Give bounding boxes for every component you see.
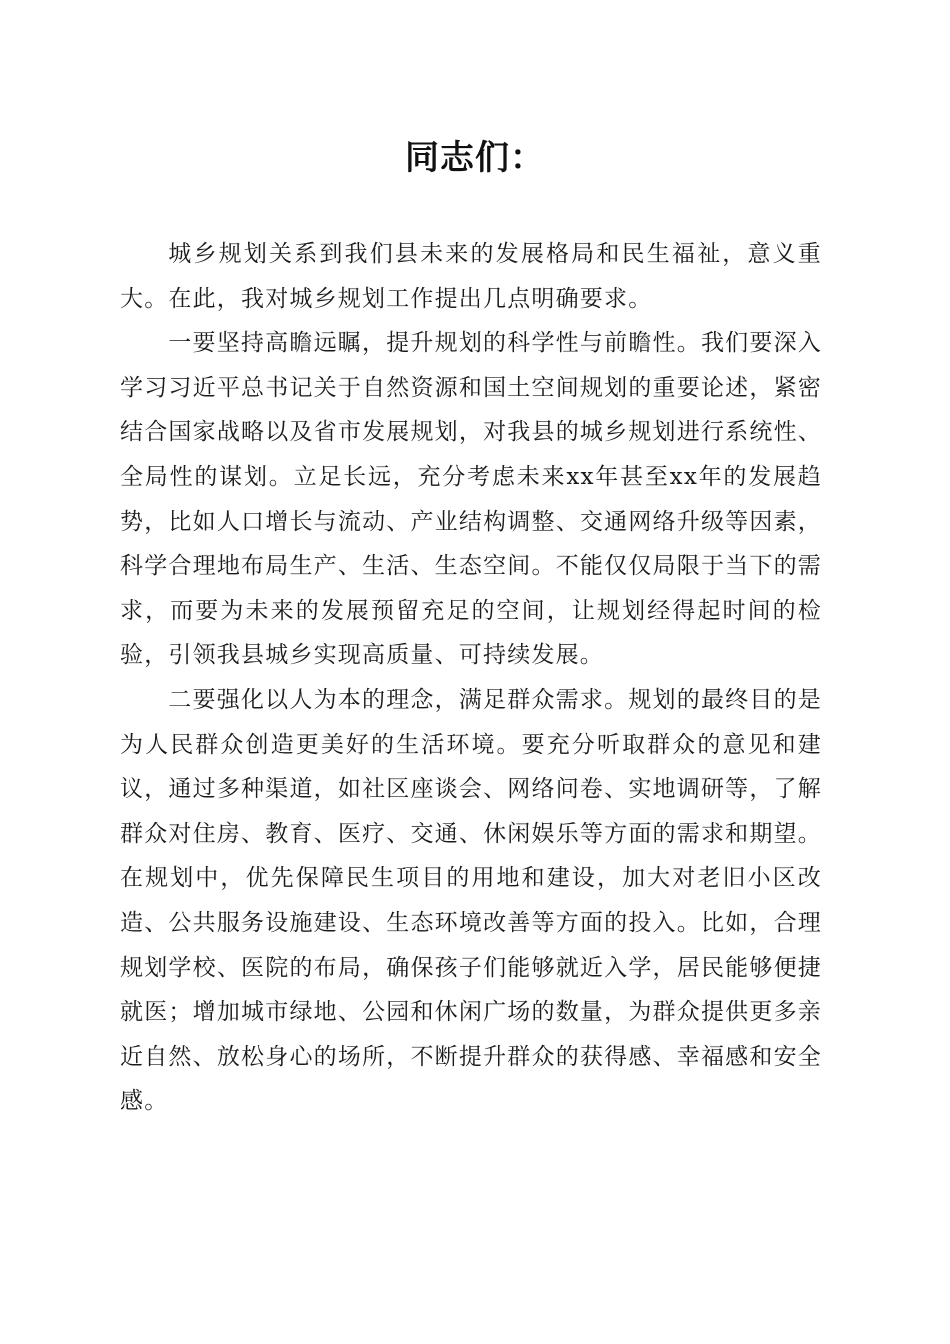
document-body xyxy=(120,232,822,1124)
page-title: 同志们： xyxy=(405,138,545,178)
paragraph-requirement-two: 二要强化以人为本的理念，满足群众需求。规划的最终目的是为人民群众创造更美好的生活环境。要充分听取群众的意见和建议，通过多种渠道，如社区座谈会、网络问卷、实地调研等，了解群众对住房、教育、医疗、交通、休闲娱乐等方面的需求和期望。在规划中，优先保障民生项目的用地和建设，加大对老旧小区改造、公共服务设施建设、生态环境改善等方面的投入。比如，合理规划学校、医院的布局，确保孩子们能够就近入学，居民能够便捷就医；增加城市绿地、公园和休闲广场的数量，为群众提供更多亲近自然、放松身心的场所，不断提升群众的获得感、幸福感和安全感。 xyxy=(120,686,822,1115)
paragraph-intro: 城乡规划关系到我们县未来的发展格局和民生福祉，意义重大。在此，我对城乡规划工作提出几点明确要求。 xyxy=(120,241,822,312)
paragraph-requirement-one: 一要坚持高瞻远瞩，提升规划的科学性与前瞻性。我们要深入学习习近平总书记关于自然资源和国土空间规划的重要论述，紧密结合国家战略以及省市发展规划，对我县的城乡规划进行系统性、全局性的谋划。立足长远，充分考虑未来xx年甚至xx年的发展趋势，比如人口增长与流动、产业结构调整、交通网络升级等因素，科学合理地布局生产、生活、生态空间。不能仅仅局限于当下的需求，而要为未来的发展预留充足的空间，让规划经得起时间的检验，引领我县城乡实现高质量、可持续发展。 xyxy=(120,330,822,669)
